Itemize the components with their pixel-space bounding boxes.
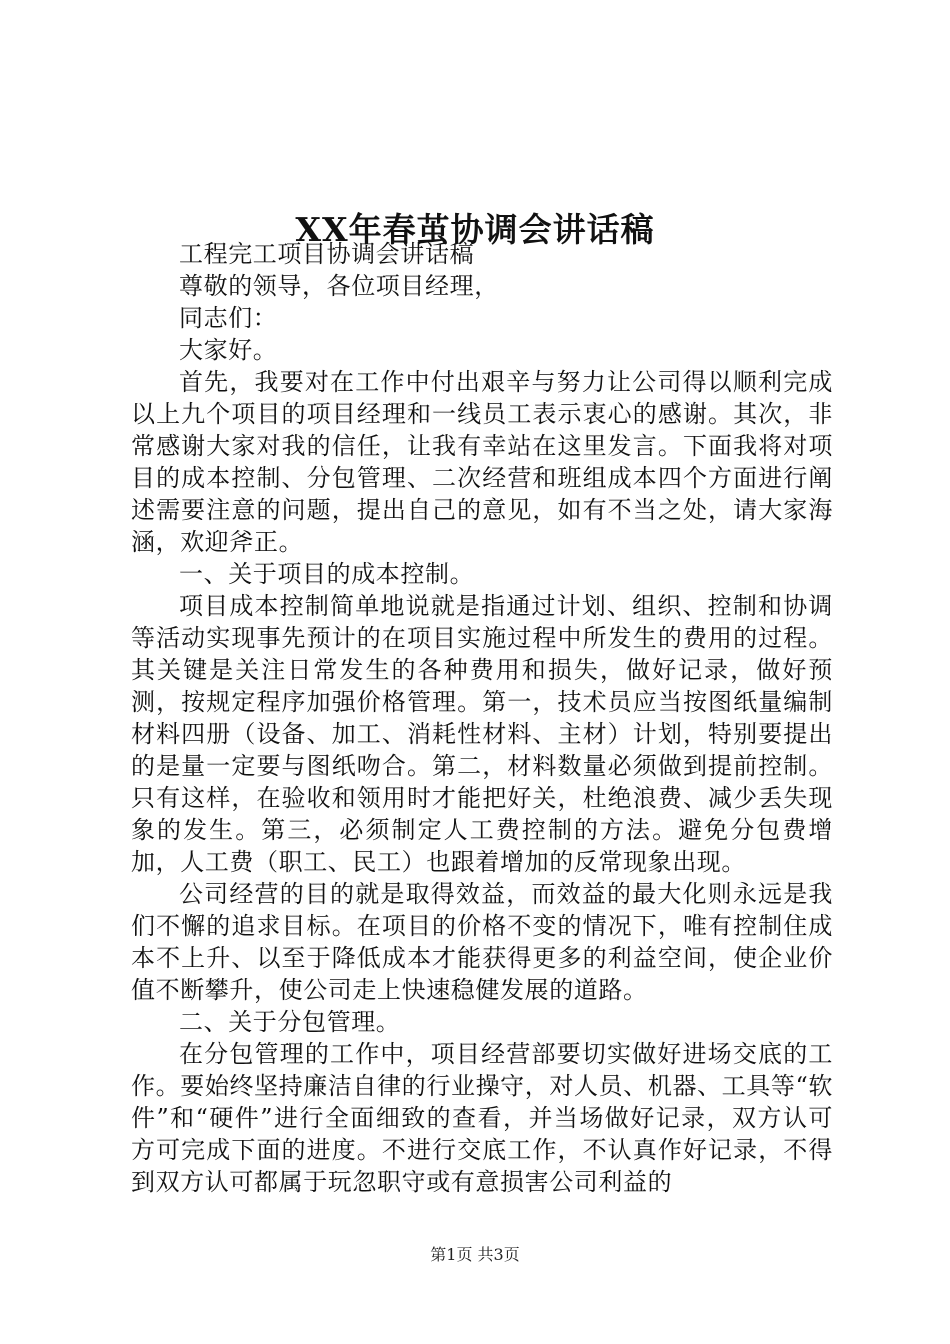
paragraph-business-goal: 公司经营的目的就是取得效益，而效益的最大化则永远是我们不懈的追求目标。在项目的价格不变的情况下，唯有控制住成本不上升、以至于降低成本才能获得更多的利益空间，使企业价值不断攀升，使公司走上快速稳健发展的道路。 — [131, 880, 833, 1004]
paragraph-subtitle: 工程完工项目协调会讲话稿 — [179, 240, 475, 268]
paragraph-salutation: 尊敬的领导，各位项目经理， — [179, 272, 499, 300]
page-number-footer: 第1页 共3页 — [430, 1245, 520, 1264]
paragraph-cost-control: 项目成本控制简单地说就是指通过计划、组织、控制和协调等活动实现事先预计的在项目实施过程中所发生的费用的过程。其关键是关注日常发生的各种费用和损失，做好记录，做好预测，按规定程序加强价格管理。第一，技术员应当按图纸量编制材料四册（设备、加工、消耗性材料、主材）计划，特别要提出的是量一定要与图纸吻合。第二，材料数量必须做到提前控制。只有这样，在验收和领用时才能把好关，杜绝浪费、减少丢失现象的发生。第三，必须制定人工费控制的方法。避免分包费增加，人工费（职工、民工）也跟着增加的反常现象出现。 — [131, 592, 833, 876]
document-title: XX年春茧协调会讲话稿 — [295, 210, 655, 250]
section-heading-cost-control: 一、关于项目的成本控制。 — [179, 560, 475, 588]
paragraph-comrades: 同志们： — [179, 304, 278, 332]
section-heading-subcontract: 二、关于分包管理。 — [179, 1008, 401, 1036]
paragraph-introduction: 首先，我要对在工作中付出艰辛与努力让公司得以顺利完成以上九个项目的项目经理和一线员工表示衷心的感谢。其次，非常感谢大家对我的信任，让我有幸站在这里发言。下面我将对项目的成本控制、分包管理、二次经营和班组成本四个方面进行阐述需要注意的问题，提出自己的意见，如有不当之处，请大家海涵，欢迎斧正。 — [131, 368, 833, 556]
paragraph-greeting: 大家好。 — [179, 336, 278, 364]
paragraph-subcontract: 在分包管理的工作中，项目经营部要切实做好进场交底的工作。要始终坚持廉洁自律的行业操守，对人员、机器、工具等“软件”和“硬件”进行全面细致的查看，并当场做好记录，双方认可方可完成下面的进度。不进行交底工作，不认真作好记录，不得到双方认可都属于玩忽职守或有意损害公司利益的 — [131, 1040, 833, 1196]
document-body — [131, 238, 833, 1198]
